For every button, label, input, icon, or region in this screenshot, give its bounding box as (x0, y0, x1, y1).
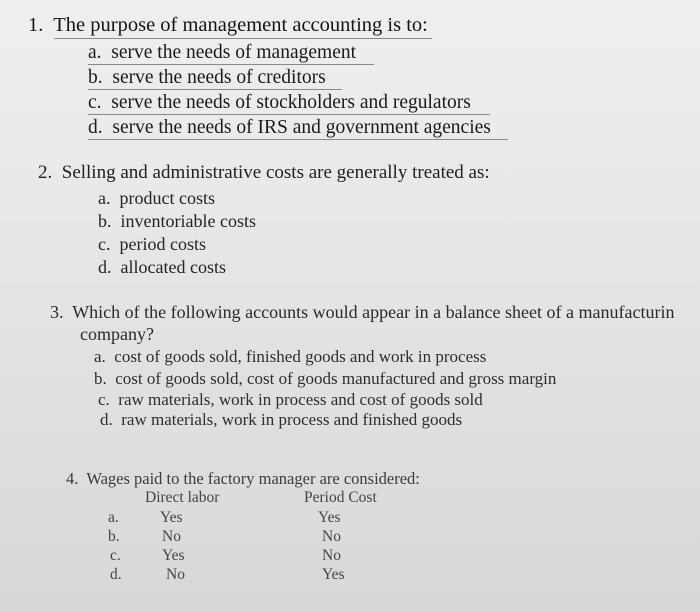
row-a-period-cost: Yes (318, 509, 341, 526)
column-header-direct-labor: Direct labor (145, 489, 220, 506)
row-b-direct-labor: No (162, 528, 181, 545)
question-1-option-b (88, 67, 326, 89)
option-letter: c. (98, 390, 110, 409)
option-text: allocated costs (120, 257, 226, 277)
option-letter: d. (98, 257, 112, 277)
question-1-option-d (88, 117, 491, 139)
option-letter: b. (94, 369, 107, 388)
question-4 (66, 469, 420, 489)
row-d-letter: d. (110, 566, 122, 583)
question-1-underline (54, 38, 432, 39)
option-underline (88, 64, 374, 65)
question-3-option-d (100, 410, 462, 430)
option-text: raw materials, work in process and finished goods (121, 410, 463, 429)
row-b-letter: b. (108, 528, 120, 545)
question-3-number: 3. (50, 302, 64, 322)
question-1 (28, 14, 428, 37)
question-2-number: 2. (38, 162, 53, 183)
column-header-period-cost: Period Cost (304, 489, 377, 506)
option-letter: c. (88, 92, 102, 113)
option-text: cost of goods sold, cost of goods manufactured and gross margin (115, 369, 557, 388)
row-d-direct-labor: No (166, 566, 185, 583)
question-2-option-a (98, 188, 215, 209)
question-4-text: Wages paid to the factory manager are considered: (86, 469, 420, 488)
row-a-direct-labor: Yes (160, 509, 183, 526)
option-underline (88, 89, 342, 90)
question-3 (50, 302, 674, 323)
question-1-option-a (88, 42, 356, 64)
row-d-period-cost: Yes (322, 566, 345, 583)
option-text: period costs (119, 234, 206, 254)
question-2-text: Selling and administrative costs are generally treated as: (61, 162, 490, 183)
option-letter: a. (98, 188, 111, 208)
question-2-option-c (98, 234, 206, 255)
question-2-option-d (98, 257, 226, 278)
option-letter: a. (88, 42, 102, 63)
question-1-option-c (88, 92, 471, 114)
row-b-period-cost: No (322, 528, 341, 545)
option-text: raw materials, work in process and cost of goods sold (118, 390, 483, 409)
question-3-text-line2: company? (80, 324, 154, 344)
option-text: serve the needs of IRS and government agencies (112, 117, 491, 138)
option-letter: a. (94, 347, 106, 366)
option-text: inventoriable costs (120, 211, 256, 231)
question-3-text-line1: Which of the following accounts would appear in a balance sheet of a manufacturin (72, 302, 675, 322)
question-2 (38, 162, 490, 184)
option-text: serve the needs of management (111, 42, 357, 63)
option-letter: b. (98, 211, 112, 231)
question-3-option-a (94, 347, 486, 367)
option-text: cost of goods sold, finished goods and work in process (114, 347, 487, 366)
question-1-text: The purpose of management accounting is to: (53, 14, 428, 36)
option-letter: b. (88, 67, 103, 88)
option-underline (88, 114, 490, 115)
question-3-option-b (94, 369, 556, 389)
question-4-number: 4. (66, 469, 79, 488)
question-2-option-b (98, 211, 256, 232)
option-underline (88, 139, 508, 140)
option-letter: c. (98, 234, 111, 254)
row-c-letter: c. (110, 547, 121, 564)
row-a-letter: a. (108, 509, 119, 526)
option-text: serve the needs of creditors (112, 67, 326, 88)
option-letter: d. (88, 117, 103, 138)
option-letter: d. (100, 410, 113, 429)
question-1-number: 1. (28, 14, 44, 36)
option-text: serve the needs of stockholders and regulators (111, 92, 471, 113)
question-3-option-c (98, 390, 483, 410)
option-text: product costs (119, 188, 215, 208)
row-c-direct-labor: Yes (162, 547, 185, 564)
row-c-period-cost: No (322, 547, 341, 564)
